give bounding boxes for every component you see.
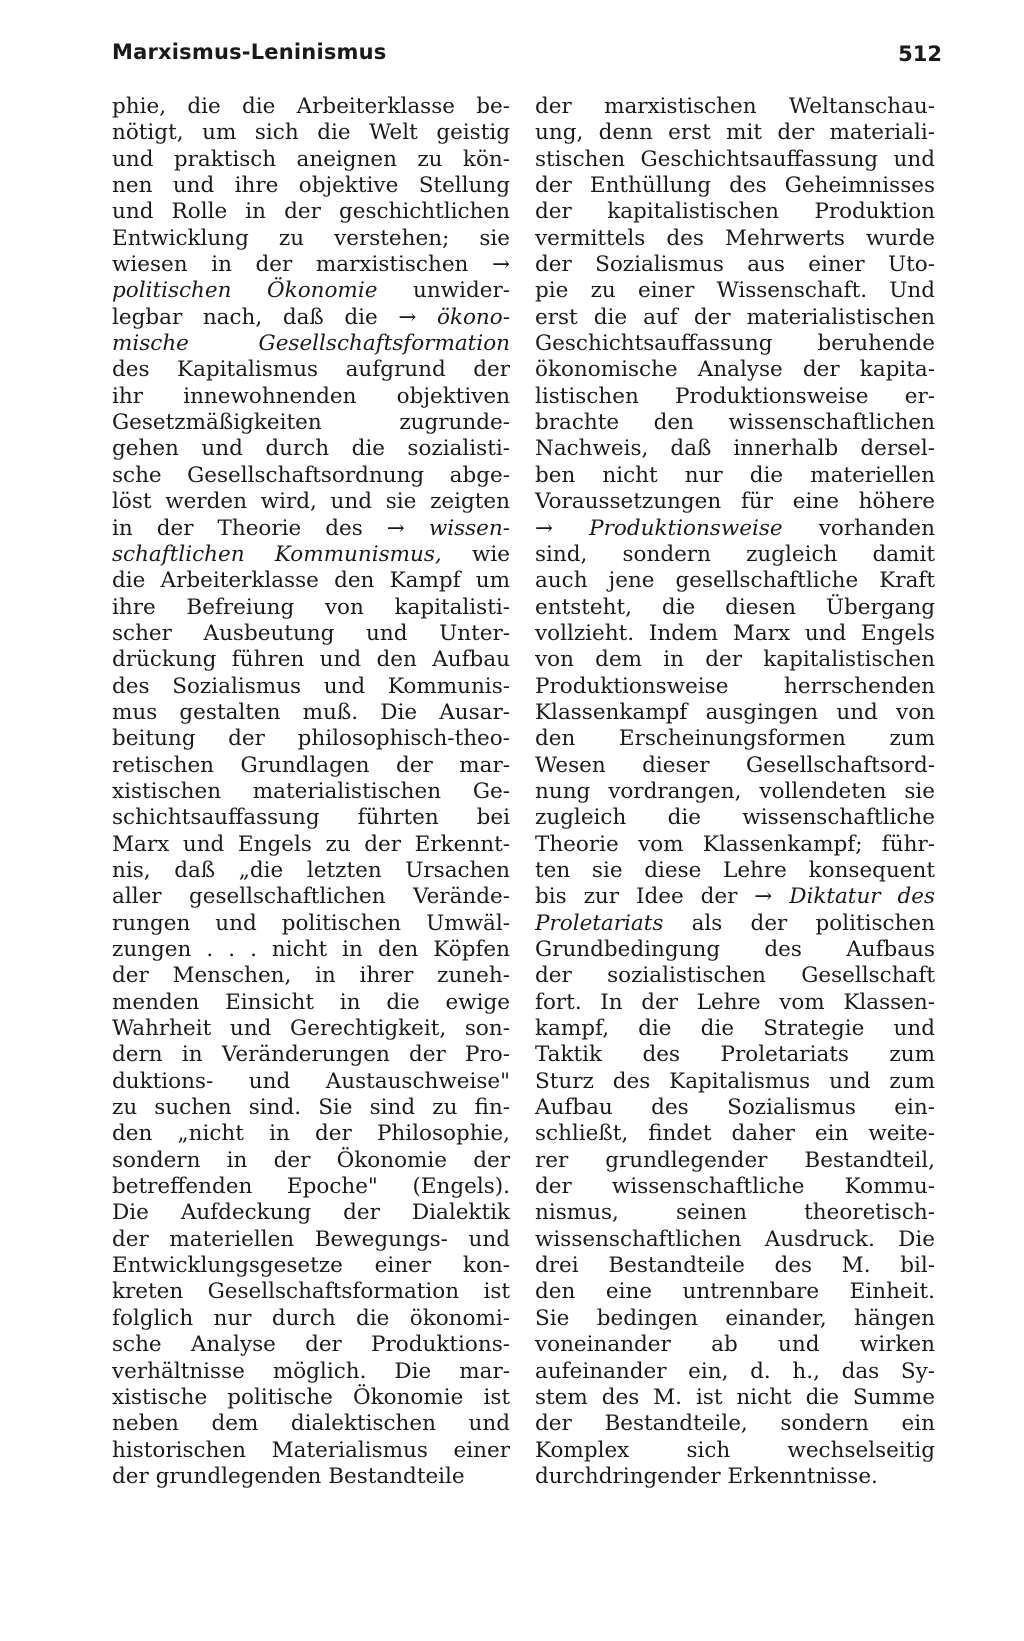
text-line: Wahrheit und Gerechtigkeit, son- (112, 1016, 510, 1042)
text-line: xistischen materialistischen Ge- (112, 778, 510, 804)
text-line: zugleich die wissenschaftliche (535, 805, 935, 831)
text-line: pie zu einer Wissenschaft. Und (535, 278, 935, 304)
text-line: die Arbeiterklasse den Kampf um (112, 568, 510, 594)
text-line: sche Analyse der Produktions- (112, 1332, 510, 1358)
text-line: durchdringender Erkenntnisse. (535, 1463, 878, 1489)
text-line: Produktionsweise herrschenden (535, 673, 935, 699)
text-line: der sozialistischen Gesellschaft (535, 963, 935, 989)
text-line: fort. In der Lehre vom Klassen- (535, 989, 935, 1015)
text-line: sche Gesellschaftsordnung abge- (112, 462, 510, 488)
text-line: ben nicht nur die materiellen (535, 462, 935, 488)
text-line: den eine untrennbare Einheit. (535, 1279, 935, 1305)
text-line: der wissenschaftliche Kommu- (535, 1174, 935, 1200)
text-line: der Menschen, in ihrer zuneh- (112, 963, 510, 989)
text-line: Aufbau des Sozialismus ein- (535, 1095, 935, 1121)
text-line: schaftlichen Kommunismus, wie (112, 541, 511, 567)
text-line: Grundbedingung des Aufbaus (535, 937, 935, 962)
text-line: Entwicklung zu verstehen; sie (112, 225, 510, 251)
text-line: Komplex sich wechselseitig (535, 1437, 935, 1463)
text-line: verhältnisse möglich. Die mar- (112, 1358, 510, 1384)
text-line: sind, sondern zugleich damit (535, 541, 935, 567)
text-line: Sie bedingen einander, hängen (535, 1305, 935, 1331)
text-line: Voraussetzungen für eine höhere (535, 489, 935, 515)
text-line: duktions- und Austauschweise" (112, 1068, 510, 1094)
text-line: drei Bestandteile des M. bil- (535, 1253, 935, 1279)
text-line: Sturz des Kapitalismus und zum (535, 1068, 935, 1094)
text-line: neben dem dialektischen und (112, 1411, 510, 1437)
text-line: der materiellen Bewegungs- und (112, 1226, 510, 1252)
text-line: drückung führen und den Aufbau (112, 647, 510, 673)
text-line: Wesen dieser Gesellschaftsord- (535, 752, 935, 778)
text-line: nen und ihre objektive Stellung (112, 173, 510, 199)
text-line: zu suchen sind. Sie sind zu fin- (112, 1095, 510, 1121)
text-line: bis zur Idee der → Diktatur des (535, 884, 936, 910)
text-line: der marxistischen Weltanschau- (535, 94, 935, 119)
text-line: betreffenden Epoche" (Engels). (112, 1174, 510, 1200)
text-line: wiesen in der marxistischen → (112, 252, 510, 278)
text-line: → Produktionsweise vorhanden (535, 515, 935, 541)
text-line: von dem in der kapitalistischen (535, 647, 935, 673)
text-line: Nachweis, daß innerhalb dersel- (535, 436, 935, 462)
text-line: wissenschaftlichen Ausdruck. Die (535, 1226, 935, 1252)
text-line: xistische politische Ökonomie ist (112, 1384, 510, 1410)
text-line: den „nicht in der Philosophie, (112, 1121, 510, 1147)
text-line: folglich nur durch die ökonomi- (112, 1305, 510, 1331)
text-line: ihre Befreiung von kapitalisti- (112, 594, 510, 620)
text-line: listischen Produktionsweise er- (535, 383, 935, 409)
text-line: nung vordrangen, vollendeten sie (535, 778, 935, 804)
text-line: nismus, seinen theoretisch- (535, 1200, 935, 1226)
text-line: scher Ausbeutung und Unter- (112, 620, 510, 646)
text-line: den Erscheinungsformen zum (535, 726, 935, 752)
text-line: der kapitalistischen Produktion (535, 199, 935, 225)
text-line: retischen Grundlagen der mar- (112, 752, 510, 778)
text-line: schließt, findet daher ein weite- (535, 1121, 935, 1147)
text-line: mische Gesellschaftsformation (112, 331, 510, 357)
text-line: gehen und durch die sozialisti- (112, 436, 510, 462)
page-number: 512 (898, 42, 942, 66)
text-line: und praktisch aneignen zu kön- (112, 146, 510, 172)
text-line: phie, die die Arbeiterklasse be- (112, 94, 510, 119)
text-line: dern in Veränderungen der Pro- (112, 1042, 510, 1068)
text-line: historischen Materialismus einer (112, 1437, 510, 1463)
text-line: Taktik des Proletariats zum (535, 1042, 935, 1068)
text-line: der Sozialismus aus einer Uto- (535, 252, 935, 278)
text-line: nötigt, um sich die Welt geistig (112, 120, 510, 146)
text-line: nis, daß „die letzten Ursachen (112, 857, 510, 883)
text-line: der grundlegenden Bestandteile (112, 1463, 465, 1489)
running-head-title: Marxismus-Leninismus (112, 40, 387, 64)
text-line: des Sozialismus und Kommunis- (112, 673, 510, 699)
text-line: schichtsauffassung führten bei (112, 805, 510, 831)
text-line: des Kapitalismus aufgrund der (112, 357, 510, 383)
text-line: stem des M. ist nicht die Summe (535, 1384, 935, 1410)
text-line: aller gesellschaftlichen Verände- (112, 884, 510, 910)
text-line: der Bestandteile, sondern ein (535, 1411, 935, 1437)
text-line: zungen . . . nicht in den Köpfen (112, 937, 510, 962)
text-line: löst werden wird, und sie zeigten (112, 489, 510, 515)
text-line: stischen Geschichtsauffassung und (535, 146, 935, 172)
text-line: ten sie diese Lehre konsequent (535, 857, 935, 883)
text-line: rer grundlegender Bestandteil, (535, 1147, 935, 1173)
text-line: vollzieht. Indem Marx und Engels (535, 620, 935, 646)
text-line: mus gestalten muß. Die Ausar- (112, 699, 510, 725)
text-line: ung, denn erst mit der materiali- (535, 120, 935, 146)
text-line: Gesetzmäßigkeiten zugrunde- (112, 410, 510, 436)
text-line: kreten Gesellschaftsformation ist (112, 1279, 510, 1305)
text-line: vermittels des Mehrwerts wurde (535, 225, 935, 251)
text-line: menden Einsicht in die ewige (112, 989, 510, 1015)
text-line: kampf, die die Strategie und (535, 1016, 935, 1042)
text-line: brachte den wissenschaftlichen (535, 410, 935, 436)
text-line: Die Aufdeckung der Dialektik (112, 1200, 510, 1226)
text-column-left (112, 94, 510, 1490)
text-column-right (535, 94, 935, 1490)
text-line: Theorie vom Klassenkampf; führ- (535, 831, 935, 857)
text-line: voneinander ab und wirken (535, 1332, 935, 1358)
text-line: aufeinander ein, d. h., das Sy- (535, 1358, 935, 1384)
text-line: entsteht, die diesen Übergang (535, 594, 935, 620)
text-line: ihr innewohnenden objektiven (112, 383, 510, 409)
text-line: und Rolle in der geschichtlichen (112, 199, 510, 225)
text-line: Geschichtsauffassung beruhende (535, 331, 935, 357)
text-line: ökonomische Analyse der kapita- (535, 357, 935, 383)
text-line: der Enthüllung des Geheimnisses (535, 173, 935, 199)
text-line: politischen Ökonomie unwider- (112, 278, 510, 304)
text-line: Entwicklungsgesetze einer kon- (112, 1253, 510, 1279)
text-line: legbar nach, daß die → ökono- (112, 304, 510, 330)
text-line: Marx und Engels zu der Erkennt- (112, 831, 510, 857)
text-line: erst die auf der materialistischen (535, 304, 935, 330)
text-line: Proletariats als der politischen (535, 910, 935, 936)
text-line: Klassenkampf ausgingen und von (535, 699, 935, 725)
text-line: auch jene gesellschaftliche Kraft (535, 568, 935, 594)
text-line: beitung der philosophisch-theo- (112, 726, 510, 752)
text-line: in der Theorie des → wissen- (112, 515, 510, 541)
text-line: sondern in der Ökonomie der (112, 1147, 510, 1173)
text-line: rungen und politischen Umwäl- (112, 910, 510, 936)
